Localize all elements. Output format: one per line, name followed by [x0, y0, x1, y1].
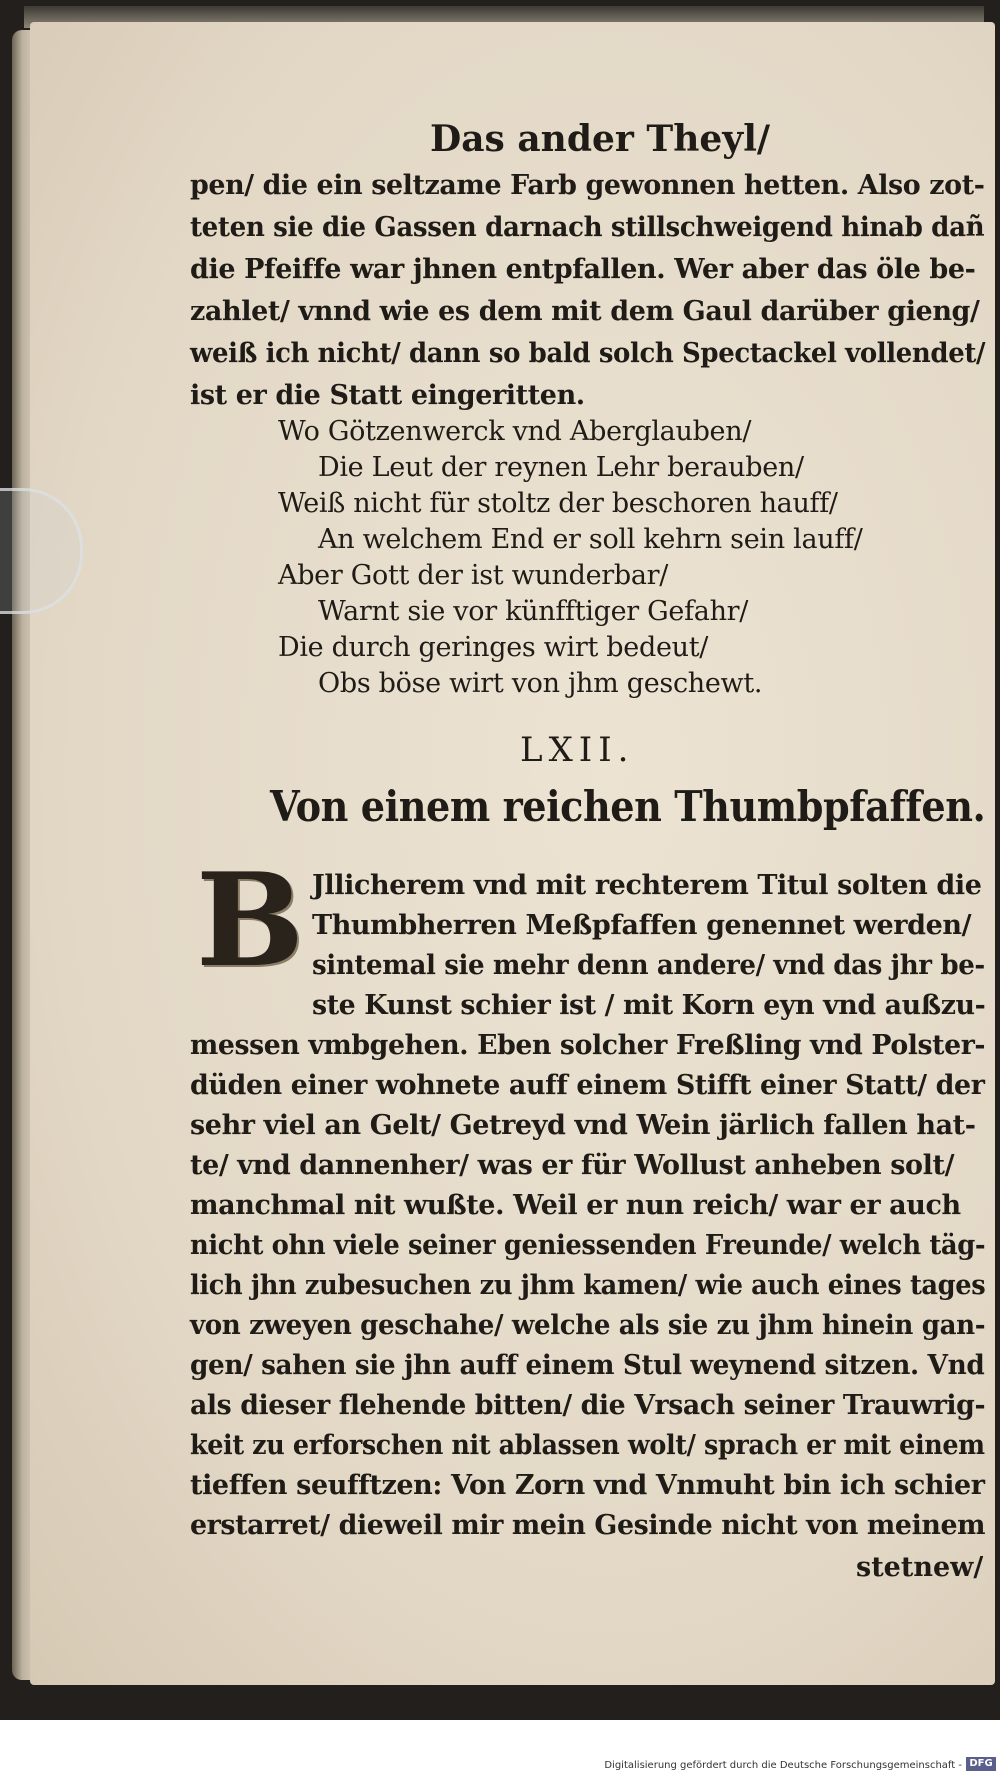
verse-line: Obs böse wirt von jhm geschewt. — [318, 668, 763, 699]
body-line: sehr viel an Gelt/ Getreyd vnd Wein järlich fallen hat- — [190, 1110, 976, 1141]
prose-line: weiß ich nicht/ dann so bald solch Spectackel vollendet/ — [190, 338, 986, 369]
prose-line: pen/ die ein seltzame Farb gewonnen hetten. Also zot- — [190, 170, 985, 201]
body-line: düden einer wohnete auff einem Stifft einer Statt/ der — [190, 1070, 985, 1101]
body-line: manchmal nit wußte. Weil er nun reich/ war er auch — [190, 1190, 961, 1221]
body-line: sintemal sie mehr denn andere/ vnd das jhr be- — [312, 950, 985, 981]
body-line: keit zu erforschen nit ablassen wolt/ sprach er mit einem — [190, 1430, 985, 1461]
body-line: nicht ohn viele seiner geniessenden Freunde/ welch täg- — [190, 1230, 986, 1261]
chapter-numeral: LXII. — [520, 730, 635, 770]
verse-line: Aber Gott der ist wunderbar/ — [278, 560, 669, 591]
prose-line: die Pfeiffe war jhnen entpfallen. Wer aber das öle be- — [190, 254, 976, 285]
body-line: ste Kunst schier ist / mit Korn eyn vnd außzu- — [312, 990, 986, 1021]
verse-line: Die Leut der reynen Lehr berauben/ — [318, 452, 804, 483]
body-line: als dieser flehende bitten/ die Vrsach seiner Trauwrig- — [190, 1390, 986, 1421]
prose-line: teten sie die Gassen darnach stillschweigend hinab dañ — [190, 212, 985, 243]
body-line: lich jhn zubesuchen zu jhm kamen/ wie auch eines tages — [190, 1270, 986, 1301]
body-line: erstarret/ dieweil mir mein Gesinde nicht von meinem — [190, 1510, 986, 1541]
funding-credit: Digitalisierung gefördert durch die Deutsche Forschungsgemeinschaft - — [604, 1760, 962, 1771]
body-line: Thumbherren Meßpfaffen genennet werden/ — [312, 910, 972, 941]
body-line: tieffen seufftzen: Von Zorn vnd Vnmuht bin ich schier — [190, 1470, 985, 1501]
prose-line: ist er die Statt eingeritten. — [190, 380, 585, 411]
decorated-initial: B — [195, 846, 305, 996]
catchword: stetnew/ — [856, 1552, 984, 1583]
verse-line: Warnt sie vor künfftiger Gefahr/ — [318, 596, 749, 627]
body-line: messen vmbgehen. Eben solcher Freßling vnd Polster- — [190, 1030, 986, 1061]
running-header: Das ander Theyl/ — [430, 118, 771, 160]
verse-line: An welchem End er soll kehrn sein lauff/ — [318, 524, 863, 555]
body-line: Jllicherem vnd mit rechterem Titul solten die — [312, 870, 982, 901]
verse-line: Die durch geringes wirt bedeut/ — [278, 632, 709, 663]
dfg-logo-icon: DFG — [966, 1757, 996, 1771]
prose-line: zahlet/ vnnd wie es dem mit dem Gaul darüber gieng/ — [190, 296, 980, 327]
verse-line: Weiß nicht für stoltz der beschoren hauff/ — [278, 488, 838, 519]
verse-line: Wo Götzenwerck vnd Aberglauben/ — [278, 416, 752, 447]
body-line: von zweyen geschahe/ welche als sie zu jhm hinein gan- — [190, 1310, 986, 1341]
body-line: gen/ sahen sie jhn auff einem Stul weynend sitzen. Vnd — [190, 1350, 985, 1381]
body-line: te/ vnd dannenher/ was er für Wollust anheben solt/ — [190, 1150, 955, 1181]
chapter-title: Von einem reichen Thumbpfaffen. — [270, 782, 986, 831]
